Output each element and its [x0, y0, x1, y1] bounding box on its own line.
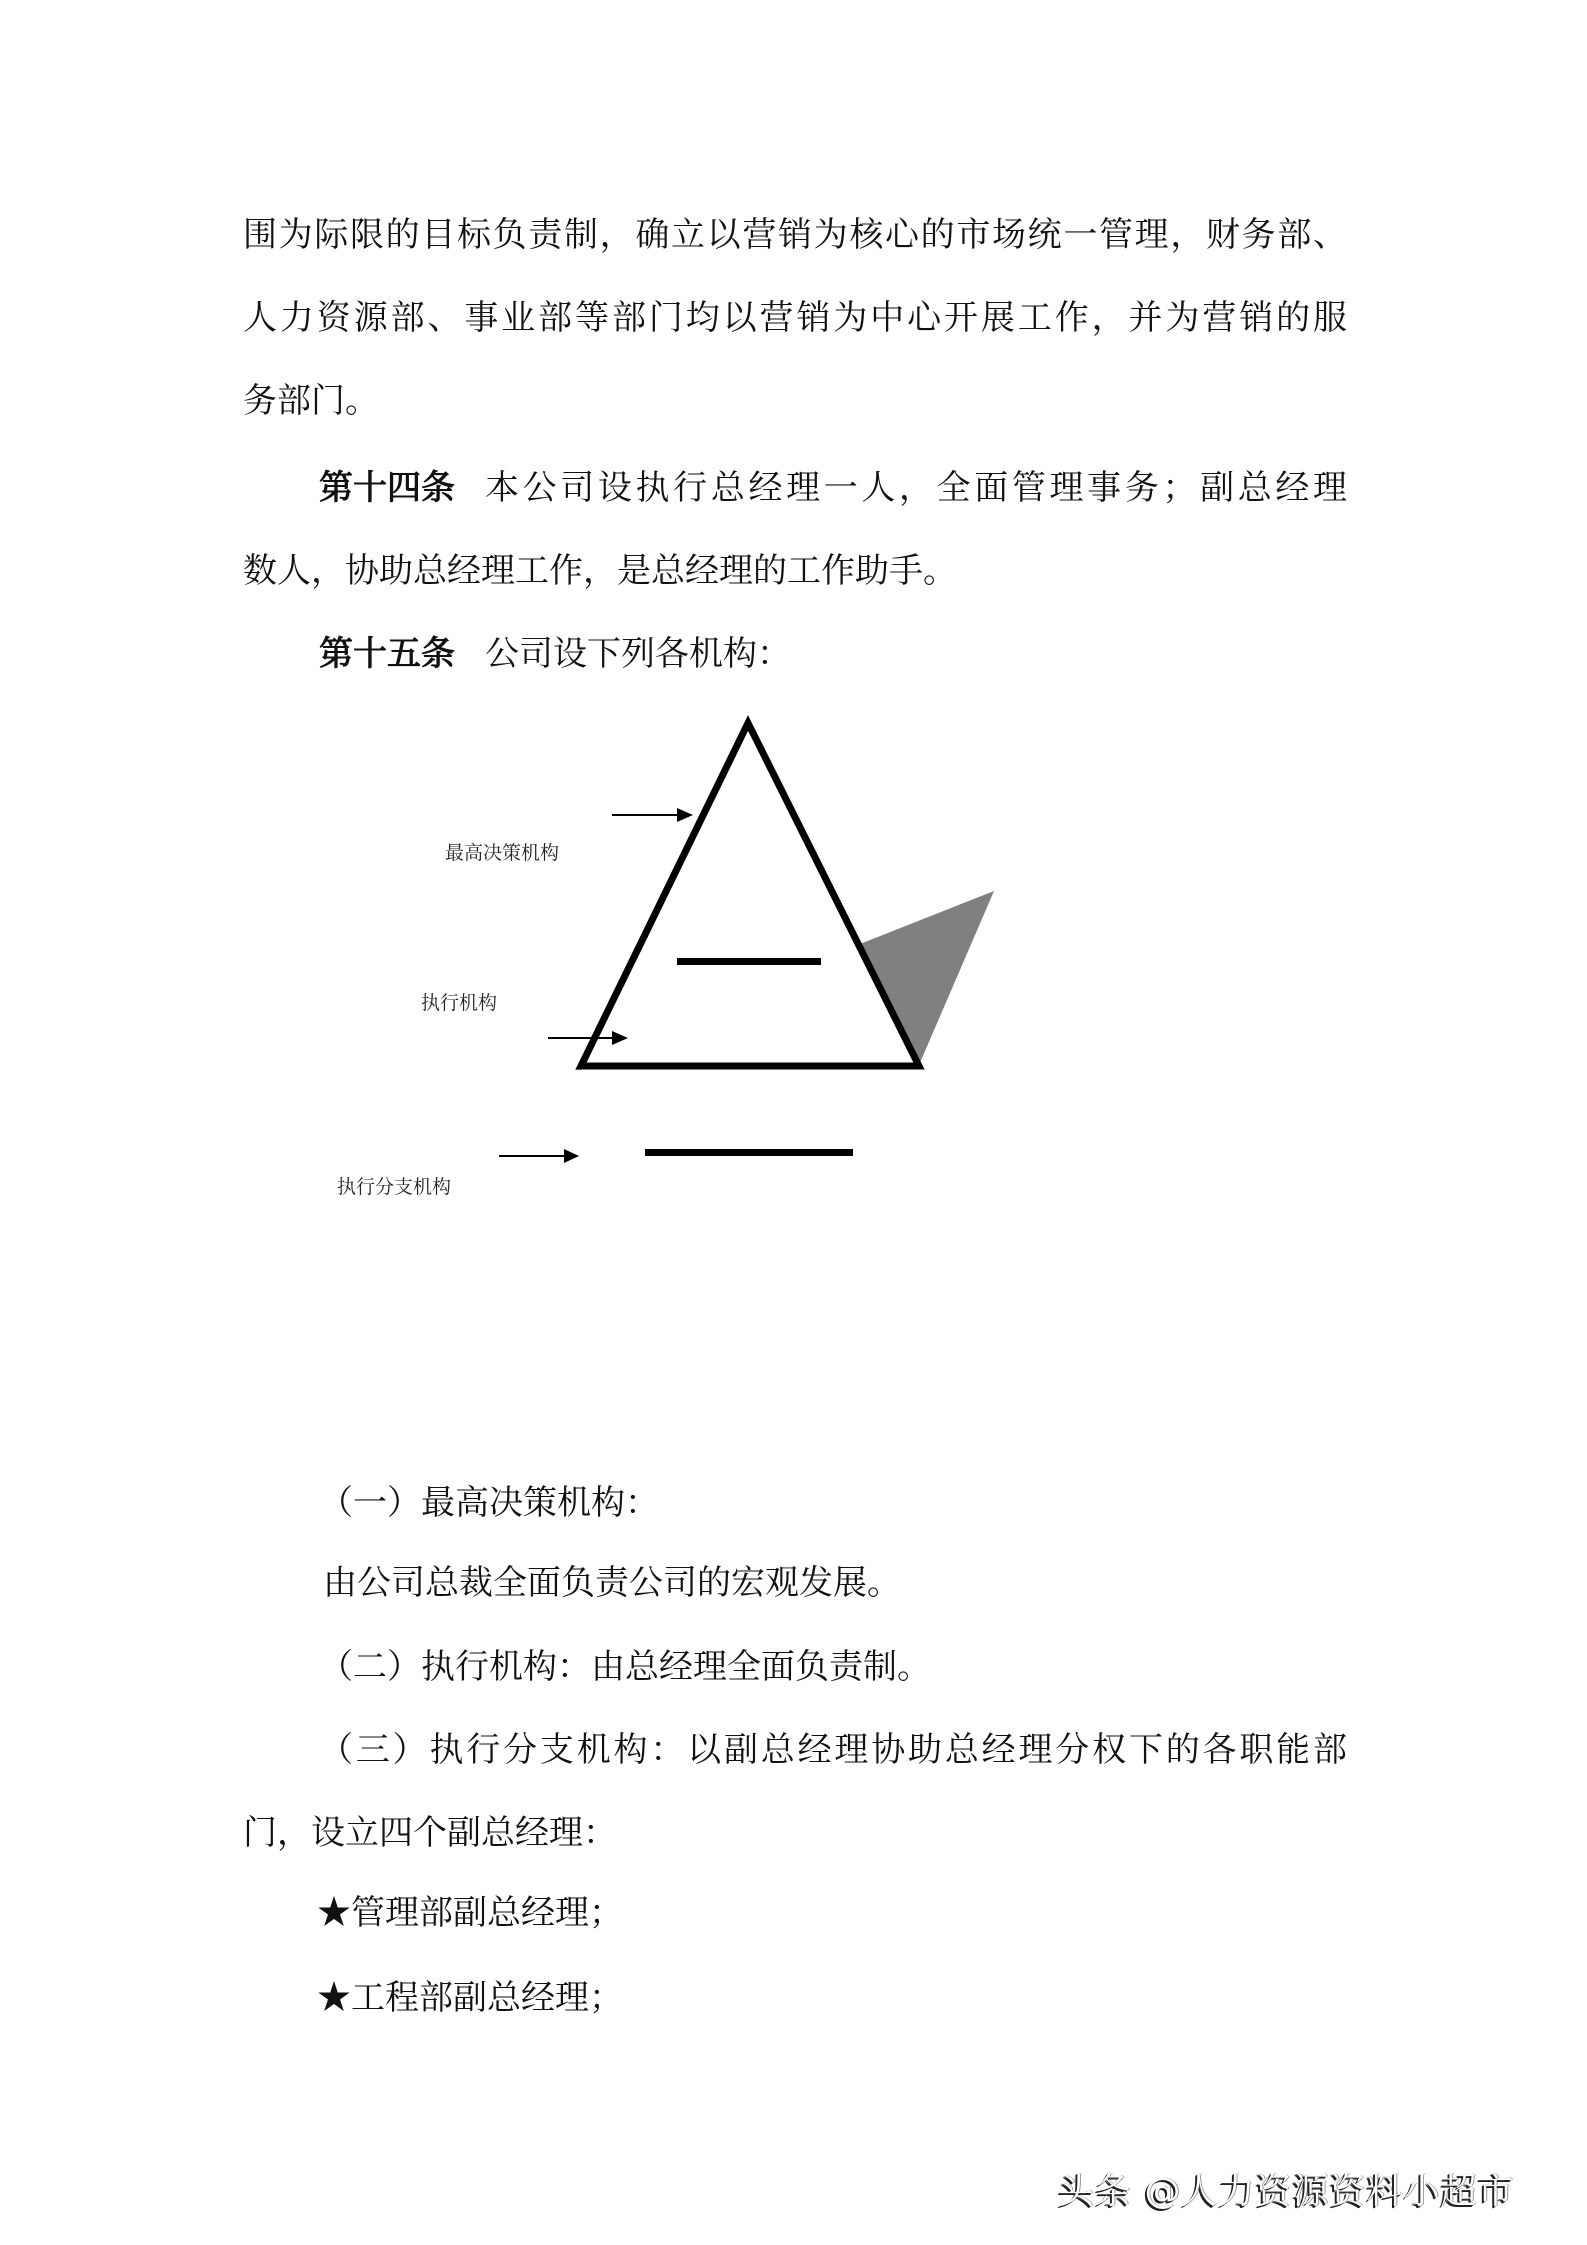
section-heading-1: （一）最高决策机构：	[319, 1483, 659, 1523]
section-body-1: 由公司总裁全面负责公司的宏观发展。	[323, 1563, 901, 1603]
article-14-text: 本公司设执行总经理一人，全面管理事务；副总经理	[485, 468, 1347, 508]
section-body-3: 门，设立四个副总经理：	[243, 1813, 617, 1853]
bullet-text: 管理部副总经理；	[351, 1893, 623, 1933]
star-icon: ★	[317, 1893, 351, 1933]
label-executive-body: 执行机构	[421, 992, 498, 1014]
label-top-decision-body: 最高决策机构	[445, 842, 560, 864]
article-14-heading: 第十四条	[319, 468, 455, 508]
watermark: 头条 @人力资源资料小超市	[1058, 2171, 1515, 2212]
label-executive-branch: 执行分支机构	[337, 1176, 452, 1198]
section-heading-3: （三）执行分支机构：以副总经理协助总经理分权下的各职能部	[319, 1730, 1347, 1770]
arrow-icon	[612, 808, 693, 822]
paragraph-line: 人力资源部、事业部等部门均以营销为中心开展工作，并为营销的服	[243, 298, 1347, 338]
bullet-text: 工程部副总经理；	[351, 1978, 623, 2018]
section-heading-2: （二）执行机构：由总经理全面负责制。	[319, 1647, 931, 1687]
paragraph-line: 围为际限的目标负责制，确立以营销为核心的市场统一管理，财务部、	[243, 215, 1347, 255]
bullet-item	[317, 1891, 623, 1935]
arrow-icon	[548, 1031, 628, 1045]
article-15-heading: 第十五条	[319, 634, 455, 674]
arrow-icon	[499, 1149, 579, 1163]
paragraph-line: 务部门。	[243, 381, 379, 421]
article-15-text: 公司设下列各机构：	[485, 634, 791, 674]
article-14-line: 数人，协助总经理工作，是总经理的工作助手。	[243, 551, 957, 591]
pyramid-divider-upper	[677, 958, 821, 965]
pyramid-divider-lower	[645, 1149, 853, 1156]
star-icon: ★	[317, 1978, 351, 2018]
pyramid-triangle	[581, 723, 919, 1066]
bullet-item	[317, 1976, 623, 2020]
